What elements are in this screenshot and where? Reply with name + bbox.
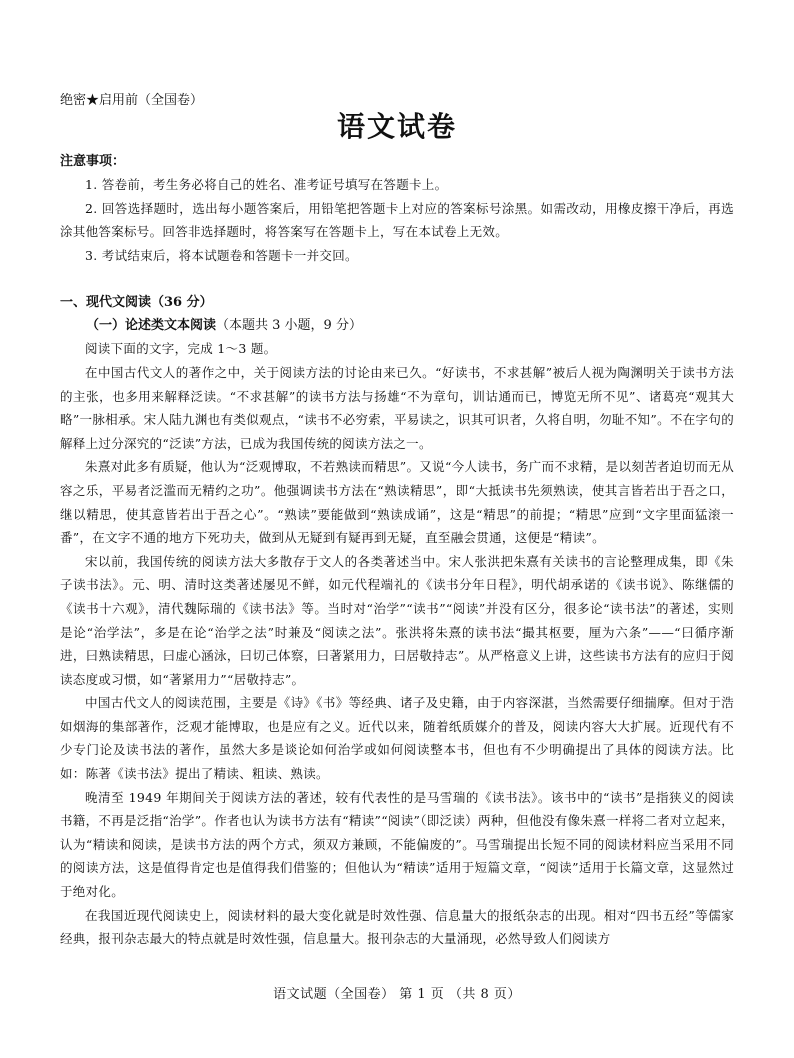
note-item: 2. 回答选择题时，选出每小题答案后，用铅笔把答题卡上对应的答案标号涂黑。如需改动，用橡皮擦干净后，再选涂其他答案标号。回答非选择题时，将答案写在答题卡上，写在本试卷上无效。 <box>60 200 734 240</box>
passage-paragraph: 在中国古代文人的著作之中，关于阅读方法的讨论由来已久。“好读书，不求甚解”被后人视为陶渊明关于读书方法的主张，也多用来解释泛读。“不求甚解”的读书方法与扬雄“不为章句，训诂通而已，博览无所不见”、诸葛亮“观其大略”一脉相承。宋人陆九渊也有类似观点，“读书不必穷索，平易读之，识其可识者，久将自明，勿耻不知”。不在字句的解释上过分深究的“泛读”方法，已成为我国传统的阅读方法之一。 <box>60 364 734 451</box>
note-item: 3. 考试结束后，将本试题卷和答题卡一并交回。 <box>85 247 358 263</box>
passage-paragraph: 中国古代文人的阅读范围，主要是《诗》《书》等经典、诸子及史籍，由于内容深湛，当然需要仔细揣摩。但对于浩如烟海的集部著作，泛观才能博取，也是应有之义。近代以来，随着纸质媒介的普及，阅读内容大大扩展。近现代有不少专门论及读书法的著作，虽然大多是谈论如何治学或如何阅读整本书，但也有不少明确提出了具体的阅读方法。比如：陈著《读书法》提出了精读、粗读、熟读。 <box>60 695 734 782</box>
passage-paragraph: 在我国近现代阅读史上，阅读材料的最大变化就是时效性强、信息量大的报纸杂志的出现。相对“四书五经”等儒家经典，报刊杂志最大的特点就是时效性强，信息量大。报刊杂志的大量涌现，必然导致人们阅读方 <box>60 907 734 947</box>
notes-heading: 注意事项： <box>60 154 126 169</box>
subsection-score: （本题共 3 小题，9 分） <box>216 318 362 334</box>
spacer <box>60 267 734 291</box>
section-heading: 一、现代文阅读（36 分） <box>60 295 213 311</box>
passage-paragraph: 宋以前，我国传统的阅读方法大多散存于文人的各类著述当中。宋人张洪把朱熹有关读书的言论整理成集，即《朱子读书法》。元、明、清时这类著述屡见不鲜，如元代程端礼的《读书分年日程》，明代胡承诺的《读书说》、陈继儒的《读书十六观》，清代魏际瑞的《读书法》等。当时对“治学”“读书”“阅读”并没有区分，很多论“读书法”的著述，实则是论“治学法”，多是在论“治学之法”时兼及“阅读之法”。张洪将朱熹的读书法“撮其枢要，厘为六条”——“曰循序渐进，曰熟读精思，曰虚心涵泳，曰切己体察，曰著紧用力，曰居敬持志”。从严格意义上讲，这些读书方法有的应归于阅读态度或习惯，如“著紧用力”“居敬持志”。 <box>60 553 734 687</box>
reading-instruction: 阅读下面的文字，完成 1～3 题。 <box>85 341 277 357</box>
passage-paragraph: 晚清至 1949 年期间关于阅读方法的著述，较有代表性的是马雪瑞的《读书法》。该书中的“读书”是指狭义的阅读书籍，不再是泛指“治学”。作者也认为读书方法有“精读”“阅读”（即泛读）两种，但他没有像朱熹一样将二者对立起来，认为“精读和阅读，是读书方法的两个方式，须双方兼顾，不能偏废的”。马雪瑞提出长短不同的阅读材料应当采用不同的阅读方法，这是值得肯定也是值得我们借鉴的；但他认为“精读”适用于短篇文章，“阅读”适用于长篇文章，这显然过于绝对化。 <box>60 789 734 900</box>
note-item: 1. 答卷前，考生务必将自己的姓名、准考证号填写在答题卡上。 <box>85 177 448 192</box>
subsection-title: （一）论述类文本阅读 <box>86 318 217 334</box>
page-title: 语文试卷 <box>336 110 457 143</box>
passage-paragraph: 朱熹对此多有质疑，他认为“泛观博取，不若熟读而精思”。又说“今人读书，务广而不求精，是以刻苦者迫切而无从容之乐，平易者泛滥而无精约之功”。他强调读书方法在“熟读精思”，即“大抵读书先须熟读，使其言皆若出于吾之口，继以精思，使其意皆若出于吾之心”。“熟读”要能做到“熟读成诵”，这是“精思”的前提；“精思”应到“文字里面猛滚一番”，在文字不通的地方下死功夫，做到从无疑到有疑再到无疑，直至融会贯通，这便是“精读”。 <box>60 459 734 546</box>
confidential-label: 绝密★启用前（全国卷） <box>60 93 204 108</box>
page-footer: 语文试题（全国卷） 第 1 页 （共 8 页） <box>273 987 521 1002</box>
subsection-heading <box>60 314 734 337</box>
